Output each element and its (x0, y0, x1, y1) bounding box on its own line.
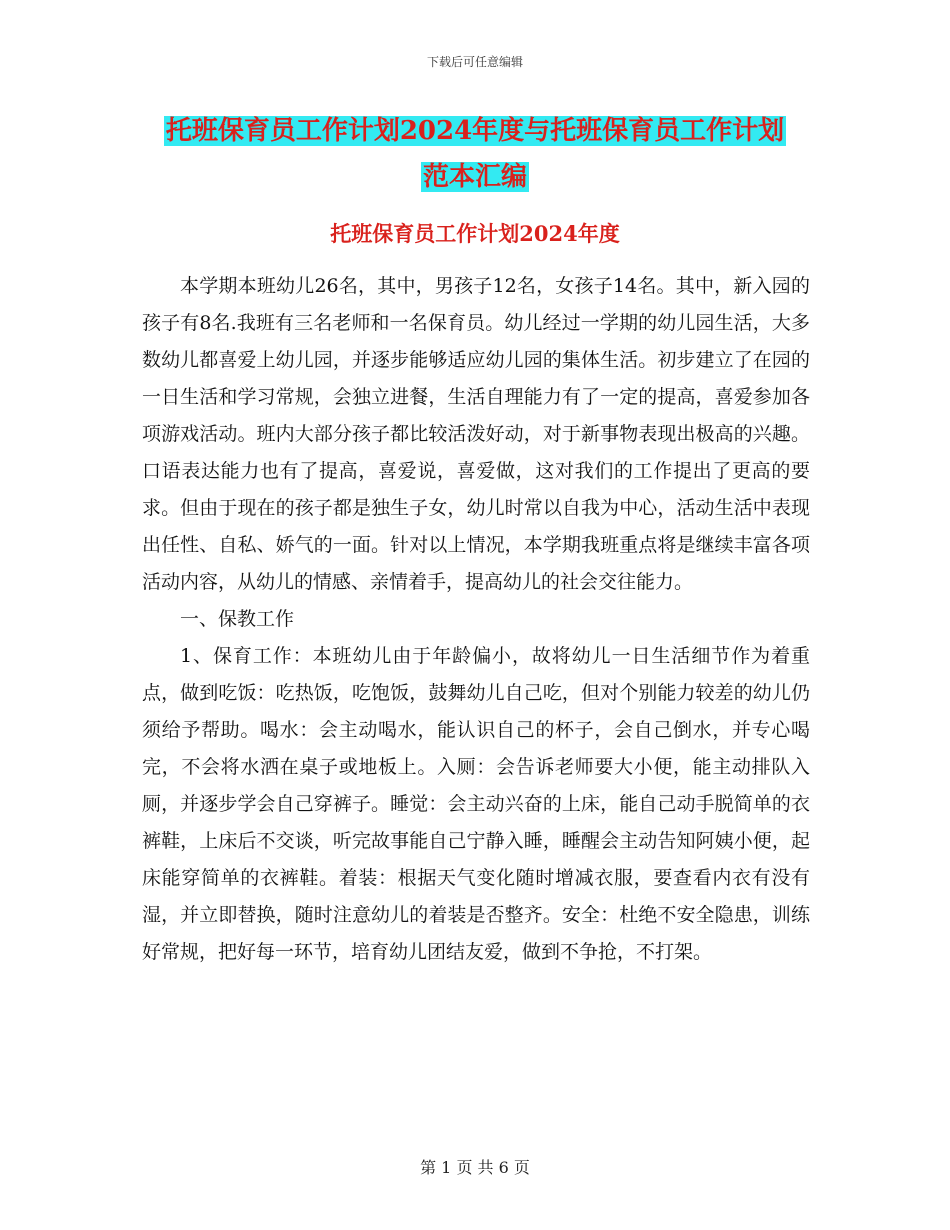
document-title (0, 108, 950, 200)
section-title: 托班保育员工作计划2024年度 (330, 221, 620, 246)
paragraph-care-work: 1、保育工作：本班幼儿由于年龄偏小，故将幼儿一日生活细节作为着重点，做到吃饭：吃热饭，吃饱饭，鼓舞幼儿自己吃，但对个别能力较差的幼儿仍须给予帮助。喝水：会主动喝水，能认识自己的杯子，会自己倒水，并专心喝完，不会将水洒在桌子或地板上。入厕：会告诉老师要大小便，能主动排队入厕，并逐步学会自己穿裤子。睡觉：会主动兴奋的上床，能自己动手脱简单的衣裤鞋，上床后不交谈，听完故事能自己宁静入睡，睡醒会主动告知阿姨小便，起床能穿简单的衣裤鞋。着装：根据天气变化随时增减衣服，要查看内衣有没有湿，并立即替换，随时注意幼儿的着装是否整齐。安全：杜绝不安全隐患，训练好常规，把好每一环节，培育幼儿团结友爱，做到不争抢，不打架。 (142, 645, 810, 963)
paragraph-intro: 本学期本班幼儿26名，其中，男孩子12名，女孩子14名。其中，新入园的孩子有8名.我班有三名老师和一名保育员。幼儿经过一学期的幼儿园生活，大多数幼儿都喜爱上幼儿园，并逐步能够适应幼儿园的集体生活。初步建立了在园的一日生活和学习常规，会独立进餐，生活自理能力有了一定的提高，喜爱参加各项游戏活动。班内大部分孩子都比较活泼好动，对于新事物表现出极高的兴趣。口语表达能力也有了提高，喜爱说，喜爱做，这对我们的工作提出了更高的要求。但由于现在的孩子都是独生子女，幼儿时常以自我为中心，活动生活中表现出任性、自私、娇气的一面。针对以上情况，本学期我班重点将是继续丰富各项活动内容，从幼儿的情感、亲情着手，提高幼儿的社会交往能力。 (142, 275, 810, 593)
title-line-1: 托班保育员工作计划2024年度与托班保育员工作计划 (165, 116, 785, 146)
page-footer: 第 1 页 共 6 页 (420, 1158, 530, 1177)
title-line-2: 范本汇编 (422, 162, 527, 192)
header-note: 下载后可任意编辑 (426, 55, 523, 69)
document-body (142, 268, 810, 971)
heading-care-education: 一、保教工作 (180, 608, 295, 630)
